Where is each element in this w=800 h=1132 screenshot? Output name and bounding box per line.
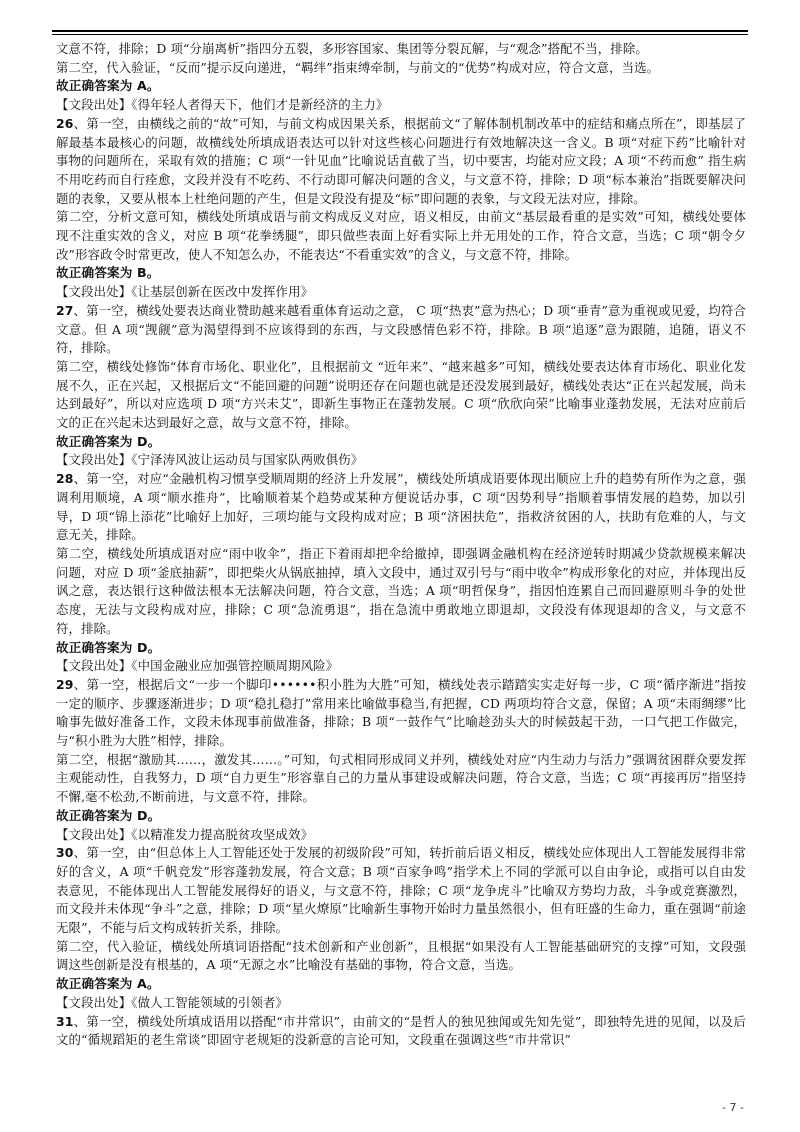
question-text: 、第一空，横线处所填成语用以搭配“市井常识”，由前文的“是哲人的独见独闻或先知先觉”，即独特先进的见闻，以及后文的“循规蹈矩的老生常谈”即固守老规矩的没新意的言论可知，文段重在强调这些“市井常识” [56,1013,746,1048]
source-line: 【文段出处】《得年轻人者得天下，他们才是新经济的主力》 [56,97,389,113]
question-number: 30 [56,845,74,861]
source-line: 【文段出处】《中国金融业应加强管控顺周期风险》 [56,658,339,674]
paragraph: 文意不符，排除；D 项“分崩离析”指四分五裂，多形容国家、集团等分裂瓦解，与“观念”搭配不当，排除。 [56,41,648,56]
answer-line: 故正确答案为 D。 [56,639,161,655]
source-line: 【文段出处】《以精准发力提高脱贫攻坚成效》 [56,826,314,842]
paragraph: 第二空，分析文意可知，横线处所填成语与前文构成反义对应，语义相反，由前文“基层最看重的是实效”可知，横线处要体现不注重实效的含义，对应 B 项“花拳绣腿”，即只做些表面上好看实际上并无用处的工作，符合文意，当选；C 项“朝令夕改”形容政令时常更改，使人不知怎么办，不能表达“不看重实效”的含义，与文意不符，排除。 [56,209,746,262]
header-rule-thin [52,34,748,35]
paragraph: 第二空，横线处所填成语对应“雨中收伞”，指正下着雨却把伞给撤掉，即强调金融机构在经济逆转时期减少贷款规模来解决问题，对应 D 项“釜底抽薪”，即把柴火从锅底抽掉，填入文段中，通过双引号与“雨中收伞”构成形象化的对应，并体现出反讽之意，表达银行这种做法根本无法解决问题，符合文意，当选；A 项“明哲保身”，指因怕连累自己而回避原则斗争的处世态度，无法与文段构成对应，排除；C 项“急流勇退”，指在急流中勇敢地立即退却，文段没有体现退却的含义，与文意不符，排除。 [56,545,746,636]
question-explanation [56,676,746,751]
paragraph: 第二空，代入验证，“反而”提示反向递进，“羁绊”指束缚牵制，与前文的“优势”构成对应，符合文意，当选。 [56,59,660,75]
question-explanation [56,844,746,938]
paragraph: 第二空，代入验证，横线处所填词语搭配“技术创新和产业创新”，且根据“如果没有人工智能基础研究的支撑”可知，文段强调这些创新是没有根基的，A 项“无源之水”比喻没有基础的事物，符合文意，当选。 [56,938,746,973]
header-rule [52,30,748,32]
paragraph: 第二空，横线处修饰“体育市场化、职业化”，且根据前文 “近年来”、“越来越多”可知，横线处要表达体育市场化、职业化发展不久，正在兴起，又根据后文“不能回避的问题”说明还存在问题也就是还没发展到最好，横线处表达“正在兴起发展，尚未达到最好”，所以对应选项 D 项“方兴未艾”，即新生事物正在蓬勃发展。C 项“欣欣向荣”比喻事业蓬勃发展，无法对应前后文的正在兴起未达到最好之意，故与文意不符，排除。 [56,358,746,431]
question-text: 、第一空，对应“金融机构习惯享受顺周期的经济上升发展”，横线处所填成语要体现出顺应上升的趋势有所作为之意，强调利用顺境，A 项“顺水推舟”，比喻顺着某个趋势或某种方便说话办事，C 项“因势利导”指顺着事情发展的趋势，加以引导，D 项“锦上添花”比喻好上加好，三项均能与文段构成对应；B 项“济困扶危”，指救济贫困的人，扶助有危难的人，与文意无关，排除。 [56,471,746,543]
answer-line: 故正确答案为 A。 [56,78,160,94]
question-explanation [56,470,746,545]
question-text: 、第一空，由“但总体上人工智能还处于发展的初级阶段”可知，转折前后语义相反，横线处应体现出人工智能发展得非常好的含义，A 项“千帆竞发”形容蓬勃发展，符合文意；B 项“百家争鸣”指学术上不同的学派可以自由争论，或指可以自由发表意见，不能体现出人工智能发展得好的语义，与文意不符，排除；C 项“龙争虎斗”比喻双方势均力敌，斗争或竞赛激烈，而文段并未体现“争斗”之意，排除；D 项“星火燎原”比喻新生事物开始时力量虽然很小，但有旺盛的生命力，重在强调“前途无限”，不能与后文构成转折关系，排除。 [56,845,746,936]
answer-line: 故正确答案为 B。 [56,265,160,281]
question-number: 29 [56,676,74,692]
question-explanation [56,1013,746,1050]
source-line: 【文段出处】《让基层创新在医改中发挥作用》 [56,284,314,300]
paragraph: 第二空，根据“激励其……，激发其……。”可知，句式相同形成同义并列，横线处对应“内生动力与活力”强调贫困群众要发挥主观能动性，自我努力，D 项“自力更生”形容靠自己的力量从事建设或解决问题，符合文意，当选；C 项“再接再厉”指坚持不懈,毫不松劲,不断前进，与文意不符，排除。 [56,751,746,805]
question-number: 26 [56,115,74,131]
source-line: 【文段出处】《宁泽涛风波让运动员与国家队两败俱伤》 [56,452,364,468]
question-explanation [56,302,746,358]
question-text: 、第一空，根据后文“一步一个脚印••••••积小胜为大胜”可知，横线处表示踏踏实实走好每一步，C 项“循序渐进”指按一定的顺序、步骤逐渐进步；D 项“稳扎稳打”常用来比喻做事稳当,有把握，CD 两项均符合文意，保留；A 项“未雨绸缪”比喻事先做好准备工作，文段未体现事前做准备，排除；B 项“一鼓作气”比喻趁劲头大的时候鼓起干劲，一口气把工作做完，与“积小胜为大胜”相悖，排除。 [56,676,746,749]
document-body [56,40,746,1050]
question-number: 27 [56,302,74,318]
source-line: 【文段出处】《做人工智能领域的引领者》 [56,994,289,1010]
answer-line: 故正确答案为 A。 [56,976,160,992]
answer-line: 故正确答案为 D。 [56,433,161,449]
question-text: 、第一空，横线处要表达商业赞助越来越看重体育运动之意， C 项“热衷”意为热心；D 项“垂青”意为重视或见爱，均符合文意。但 A 项“觊觎”意为渴望得到不应该得到的东西，与文段感情色彩不符，排除。B 项“追逐”意为跟随，追随，语义不符，排除。 [56,302,747,356]
question-number: 31 [56,1013,74,1029]
page-number: - 7 - [722,1101,744,1114]
question-text: 、第一空，由横线之前的“故”可知，与前文构成因果关系，根据前文“了解体制机制改革中的症结和痛点所在”，即基层了解最基本最核心的问题，故横线处所填成语表达可以针对这些核心问题进行有效地解决这一含义。B 项“对症下药”比喻针对事物的问题所在，采取有效的措施；C 项“一针见血”比喻说话直截了当，切中要害，均能对应文段；A 项“不药而愈” 指生病不用吃药而自行痊愈，文段并没有不吃药、不行动即可解决问题的含义，与文意不符，排除；D 项“标本兼治”指既要解决问题的表象，又要从根本上杜绝问题的产生，但是文段没有提及“标”即问题的表象，与文段无法对应，排除。 [56,115,746,206]
question-explanation [56,115,746,209]
answer-line: 故正确答案为 D。 [56,807,161,823]
question-number: 28 [56,471,74,487]
